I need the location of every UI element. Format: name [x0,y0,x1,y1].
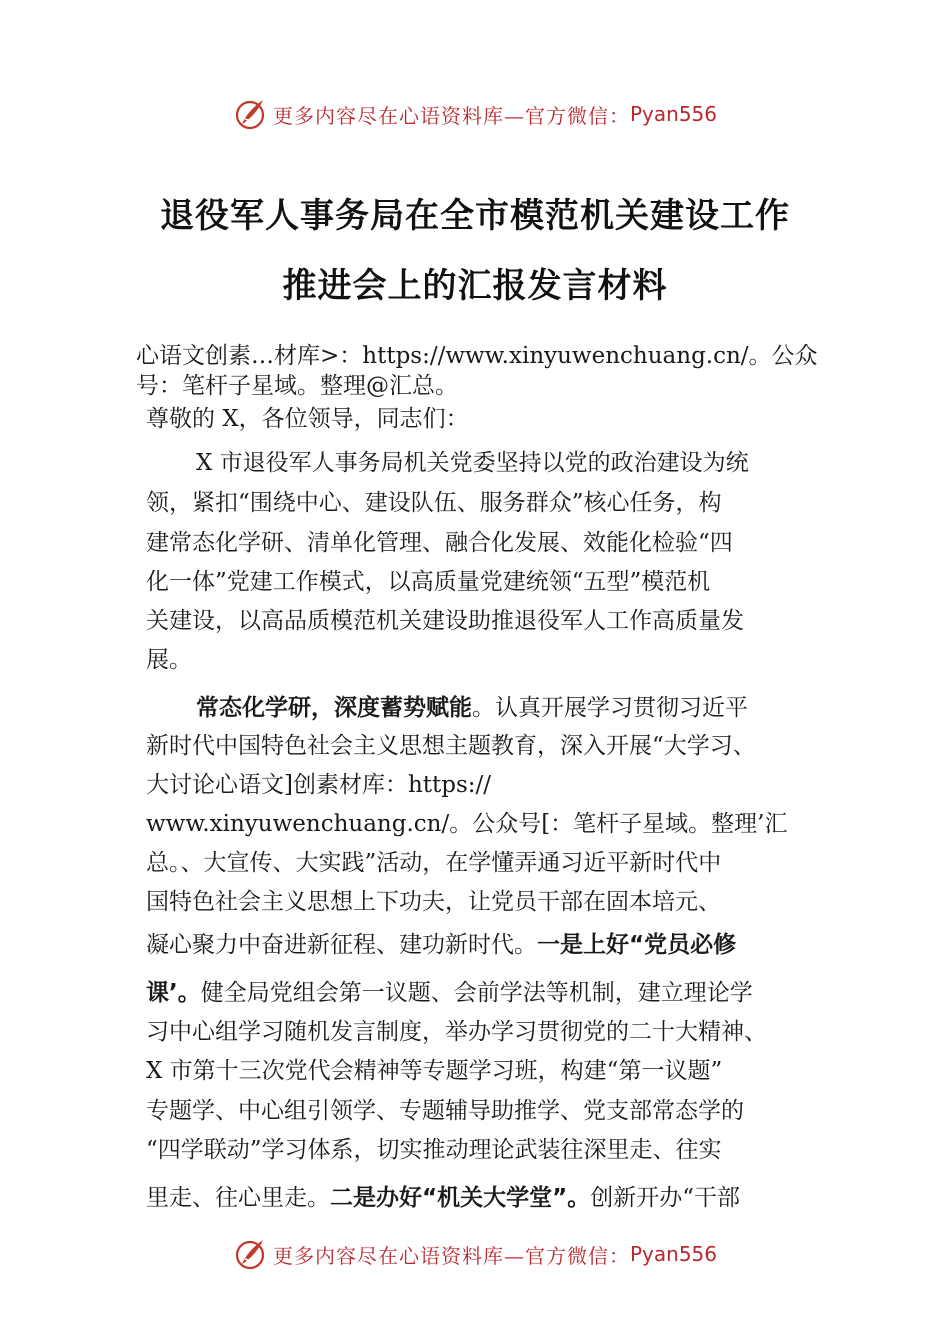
intro-line: X 市退役军人事务局机关党委坚持以党的政治建设为统 [196,450,749,476]
intro-line: 展。 [146,647,192,673]
body-text: 创新开办“干部 [590,1185,740,1211]
wechat-id: Pyan556 [629,102,717,126]
body-line: 大讨论心语文]创素材库：https:// [146,772,492,798]
body-text: 健全局党组会第一议题、会前学法等机制，建立理论学 [200,980,753,1006]
intro-line: 建常态化学研、清单化管理、融合化发展、效能化检验“四 [146,530,733,556]
point-heading: 一是上好“党员必修 [537,932,737,958]
source-line-2: 号：笔杆子星域。整理@汇总。 [136,373,458,399]
header-banner [0,92,950,136]
point-heading: 二是办好“机关大学堂”。 [330,1185,591,1211]
footer-banner [0,1232,950,1276]
body-line: 习中心组学习随机发言制度，举办学习贯彻党的二十大精神、 [146,1019,767,1045]
point-heading-end: 课’。 [146,980,201,1006]
doc-title-line1: 退役军人事务局在全市模范机关建设工作 [160,196,790,236]
body-line: X 市第十三次党代会精神等专题学习班，构建“第一议题” [146,1058,723,1084]
section1-first-line [196,693,748,723]
intro-line: 化一体”党建工作模式，以高质量党建统领“五型”模范机 [146,569,711,595]
intro-line: 领，紧扣“围绕中心、建设队伍、服务群众”核心任务，构 [146,490,722,516]
quill-logo-icon [233,97,267,131]
quill-logo-icon [233,1237,267,1271]
source-line-1: 心语文创素…材库>：https://www.xinyuwenchuang.cn/。公众 [136,343,818,369]
banner-text: 更多内容尽在心语资料库—官方微信： [272,103,630,128]
body-line: 新时代中国特色社会主义思想主题教育，深入开展“大学习、 [146,733,756,759]
body-line: “四学联动”学习体系，切实推动理论武装往深里走、往实 [146,1137,722,1163]
body-line: 总。、大宣传、大实践”活动，在学懂弄通习近平新时代中 [146,850,722,876]
intro-line: 关建设，以高品质模范机关建设助推退役军人工作高质量发 [146,608,744,634]
body-line: 国特色社会主义思想上下功夫，让党员干部在固本培元、 [146,889,721,915]
banner-text: 更多内容尽在心语资料库—官方微信： [272,1243,630,1268]
wechat-id: Pyan556 [629,1242,717,1266]
body-text: 凝心聚力中奋进新征程、建功新时代。 [146,932,537,958]
body-line [146,930,736,960]
body-text: 里走、往心里走。 [146,1185,330,1211]
body-line: www.xinyuwenchuang.cn/。公众号[：笔杆子星域。整理’汇 [146,811,788,837]
body-line: 专题学、中心组引领学、专题辅导助推学、党支部常态学的 [146,1098,744,1124]
body-line [146,1183,740,1213]
section-text: 。认真开展学习贯彻习近平 [472,695,748,721]
body-line [146,978,753,1008]
section-heading: 常态化学研，深度蓄势赋能 [196,695,472,721]
greeting: 尊敬的 X，各位领导，同志们： [146,406,469,432]
doc-title-line2: 推进会上的汇报发言材料 [282,266,668,306]
